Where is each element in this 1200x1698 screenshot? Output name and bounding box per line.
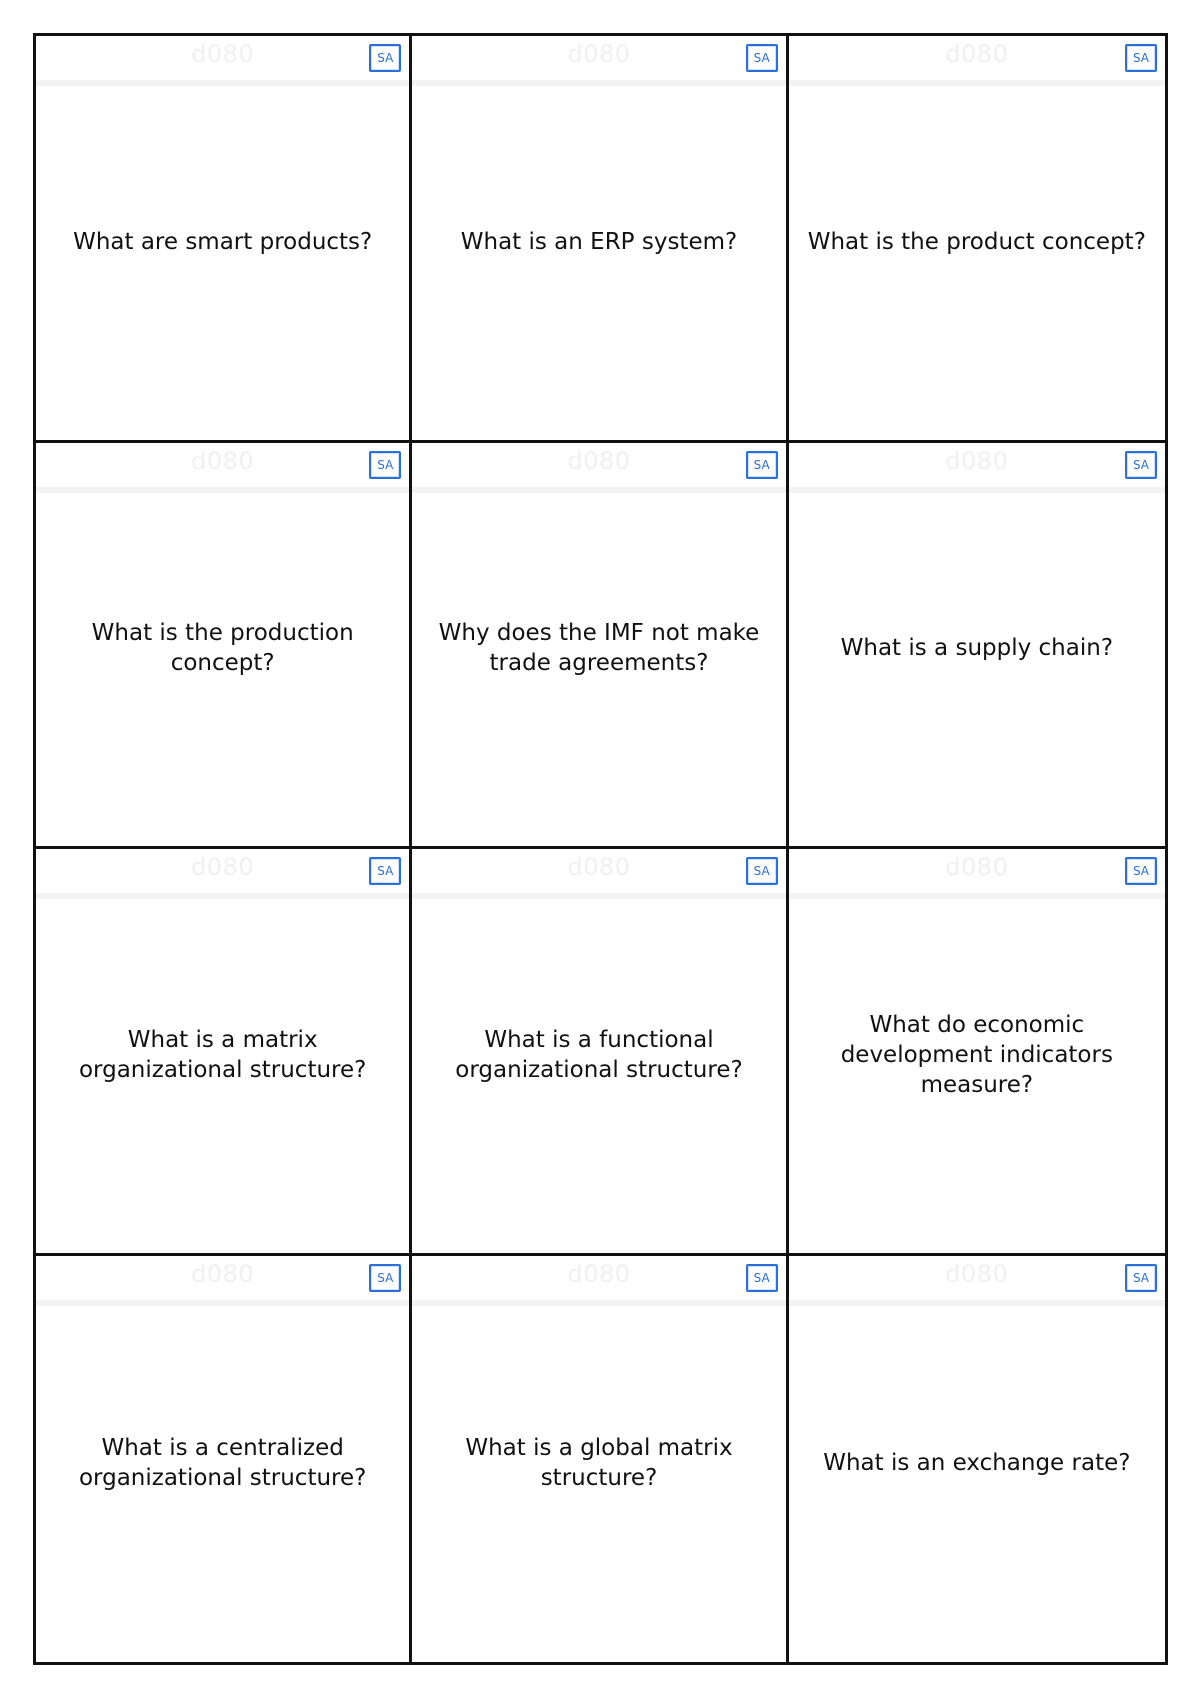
deck-code: d080 — [945, 1259, 1009, 1288]
short-answer-badge: SA — [1125, 451, 1157, 479]
deck-code: d080 — [567, 40, 631, 68]
question-text: What is a matrix organizational structure? — [78, 1026, 367, 1083]
deck-code: d080 — [191, 1259, 255, 1288]
deck-code: d080 — [945, 853, 1009, 881]
question-text: What is a centralized organizational structure? — [78, 1434, 367, 1491]
card-header — [36, 1256, 409, 1306]
deck-code: d080 — [567, 853, 631, 881]
question-text: What is the product concept? — [807, 228, 1146, 255]
short-answer-badge: SA — [1125, 1264, 1157, 1292]
card-header — [789, 443, 1165, 493]
deck-code: d080 — [567, 446, 631, 475]
card-header — [36, 36, 409, 86]
question-text: What is a supply chain? — [840, 635, 1114, 662]
deck-code: d080 — [191, 853, 255, 881]
question-text: What are smart products? — [73, 228, 373, 255]
flashcard — [36, 443, 412, 850]
short-answer-badge: SA — [746, 857, 778, 885]
short-answer-badge: SA — [369, 1264, 401, 1292]
short-answer-badge: SA — [369, 857, 401, 885]
question-text: What is an ERP system? — [460, 228, 738, 255]
card-header — [36, 849, 409, 899]
card-header — [412, 443, 785, 493]
question-text: What is a global matrix structure? — [465, 1434, 733, 1491]
question-text: What is the production concept? — [91, 620, 354, 677]
flashcard — [789, 849, 1165, 1256]
flashcard — [412, 849, 788, 1256]
card-header — [412, 36, 785, 86]
flashcard — [412, 36, 788, 443]
flashcard — [36, 36, 412, 443]
short-answer-badge: SA — [746, 44, 778, 72]
flashcard — [36, 849, 412, 1256]
card-header — [789, 849, 1165, 899]
card-header — [412, 849, 785, 899]
flashcard — [36, 1256, 412, 1663]
deck-code: d080 — [191, 446, 255, 475]
short-answer-badge: SA — [746, 1264, 778, 1292]
flashcard — [789, 1256, 1165, 1663]
short-answer-badge: SA — [369, 44, 401, 72]
flashcard — [412, 443, 788, 850]
flashcard — [789, 36, 1165, 443]
deck-code: d080 — [945, 446, 1009, 475]
flashcard-sheet — [33, 33, 1168, 1665]
question-text: Why does the IMF not make trade agreements? — [438, 620, 760, 677]
short-answer-badge: SA — [1125, 44, 1157, 72]
card-header — [36, 443, 409, 493]
card-header — [789, 36, 1165, 86]
flashcard — [789, 443, 1165, 850]
card-header — [412, 1256, 785, 1306]
card-header — [789, 1256, 1165, 1306]
deck-code: d080 — [945, 40, 1009, 68]
question-text: What do economic development indicators measure? — [840, 1011, 1113, 1098]
question-text: What is an exchange rate? — [823, 1449, 1131, 1476]
flashcard — [412, 1256, 788, 1663]
short-answer-badge: SA — [369, 451, 401, 479]
question-text: What is a functional organizational structure? — [455, 1026, 743, 1083]
deck-code: d080 — [191, 40, 255, 68]
deck-code: d080 — [567, 1259, 631, 1288]
short-answer-badge: SA — [746, 451, 778, 479]
short-answer-badge: SA — [1125, 857, 1157, 885]
